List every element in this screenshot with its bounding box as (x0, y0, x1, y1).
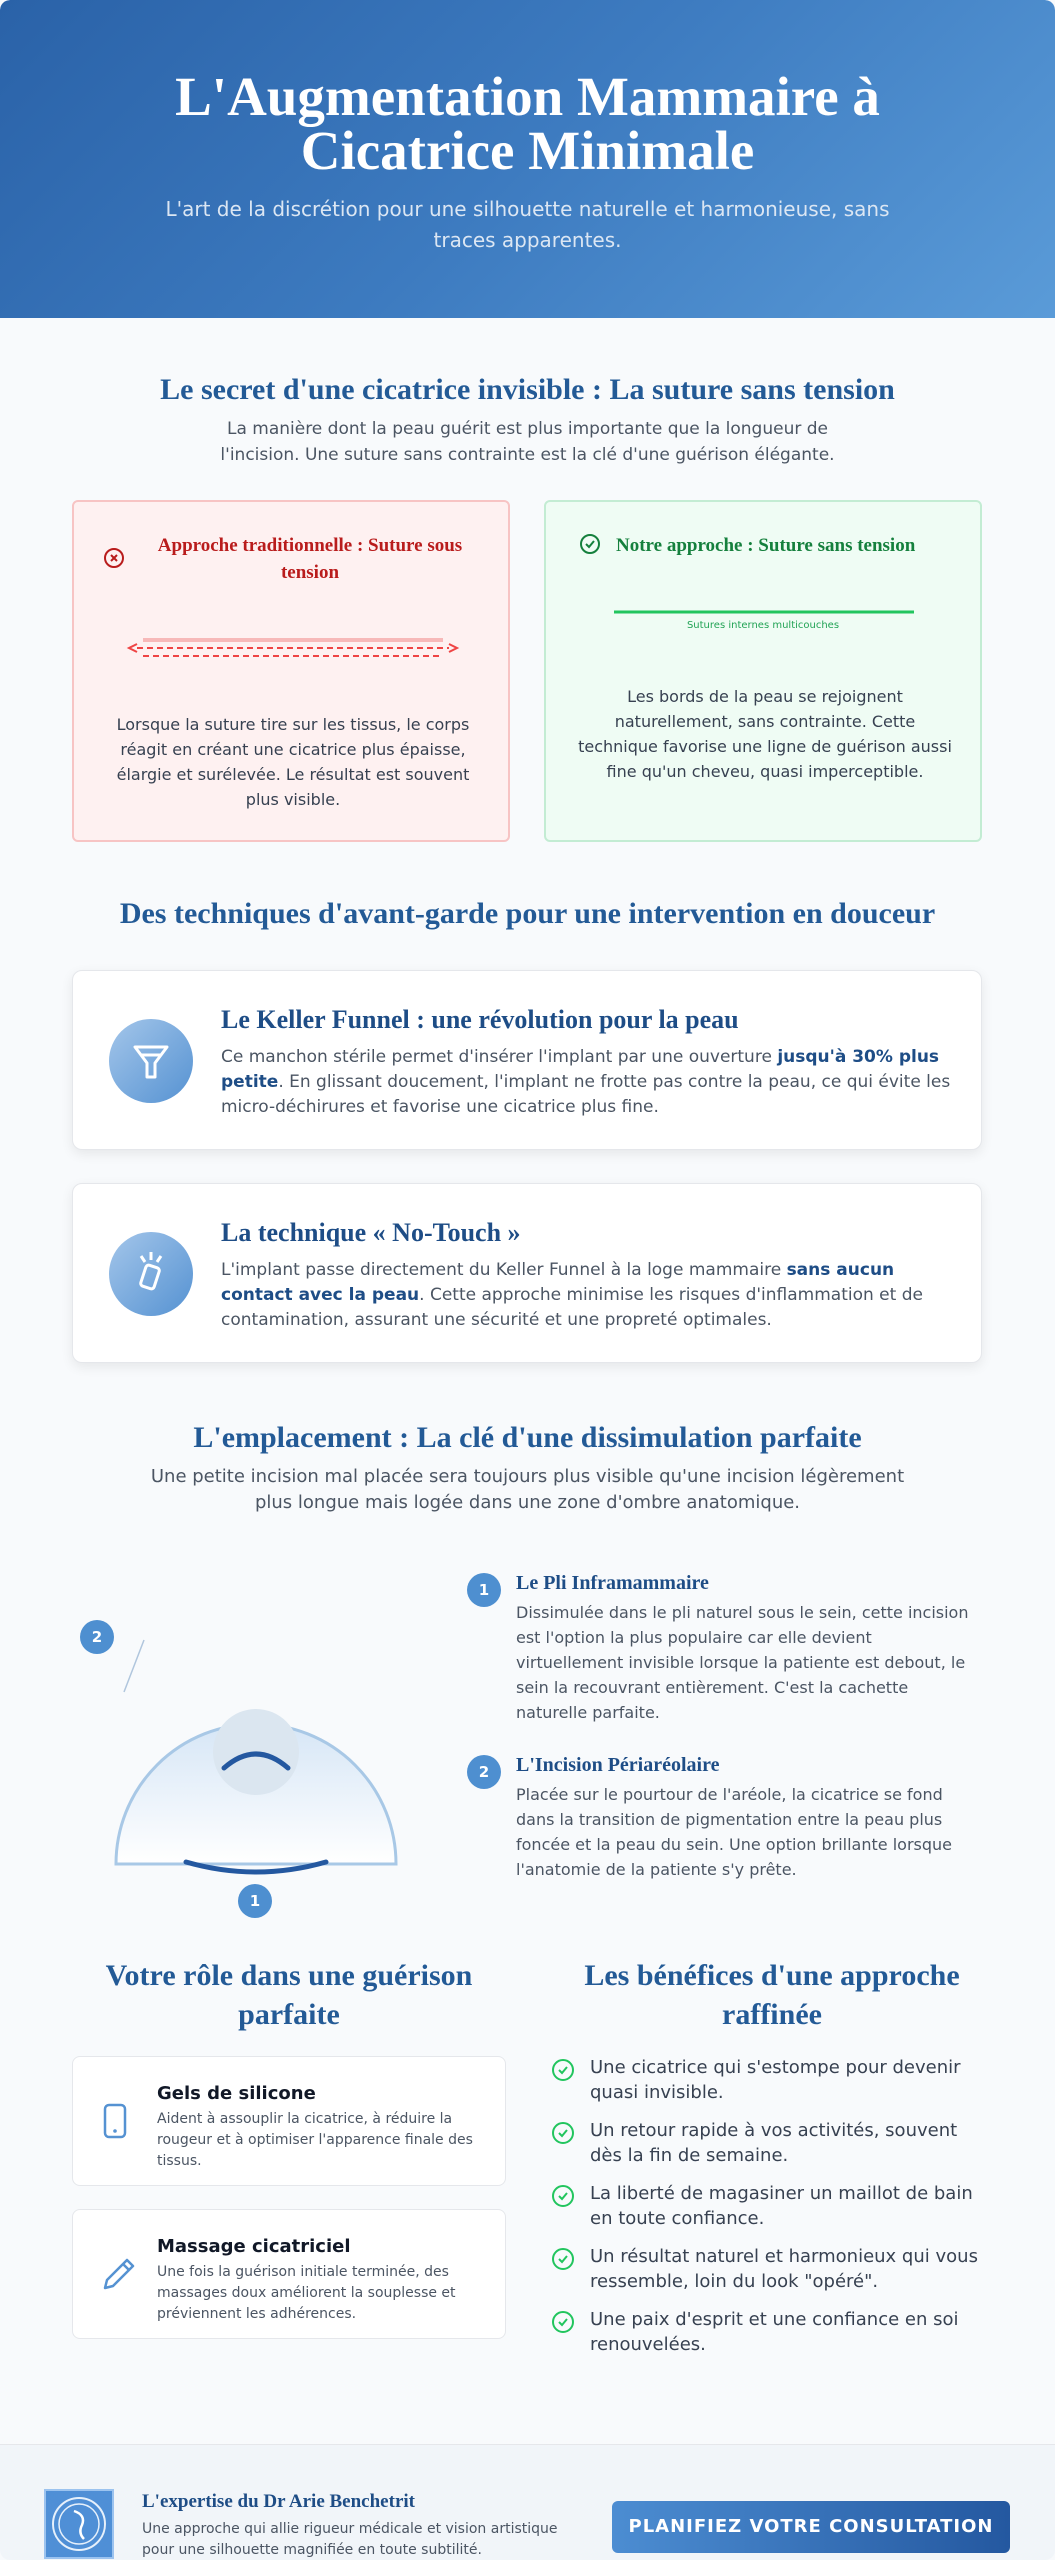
scar-massage-text: Une fois la guérison initiale terminée, des massages doux améliorent la souplesse et préviennent les adhérences. (157, 2264, 456, 2322)
role-section-title: Votre rôle dans une guérison parfaite (105, 1959, 473, 2031)
inframammary-marker: 1 (238, 1884, 272, 1918)
our-approach-title: Notre approche : Suture sans tension (616, 535, 916, 556)
suture-section-subtitle: La manière dont la peau guérit est plus importante que la longueur de l'incision. Une suture sans contrainte est la clé d'une guérison élégante. (220, 419, 835, 465)
suture-section-title: Le secret d'une cicatrice invisible : La suture sans tension (160, 373, 895, 406)
hero-banner (0, 0, 1055, 318)
footer-title: L'expertise du Dr Arie Benchetrit (142, 2491, 415, 2512)
tension-free-suture-diagram (614, 608, 914, 616)
check-circle-icon (552, 2185, 574, 2207)
check-circle-icon (552, 2059, 574, 2081)
benefit-text: Une cicatrice qui s'estompe pour devenir quasi invisible. (590, 2057, 961, 2103)
benefits-section-title: Les bénéfices d'une approche raffinée (584, 1959, 960, 2031)
clinic-logo (44, 2489, 114, 2559)
check-circle-icon (552, 2311, 574, 2333)
suture-diagram-label: Sutures internes multicouches (686, 620, 840, 631)
traditional-approach-card (72, 500, 510, 842)
keller-funnel-card (72, 970, 982, 1150)
suture-comparison (72, 500, 982, 842)
placement-item-1-title: Le Pli Inframammaire (516, 1572, 709, 1594)
placement-item-2-text: Placée sur le pourtour de l'aréole, la cicatrice se fond dans la transition de pigmentation entre la peau plus foncée et la peau du sein. Une option brillante lorsque l'anatomie de la patiente s'y prête. (516, 1785, 952, 1879)
scar-massage-title: Massage cicatriciel (157, 2236, 351, 2257)
tension-suture-diagram (123, 632, 463, 672)
benefit-text: La liberté de magasiner un maillot de bain en toute confiance. (590, 2183, 973, 2229)
scar-massage-card (72, 2209, 506, 2339)
schedule-consultation-button[interactable]: PLANIFIEZ VOTRE CONSULTATION (612, 2501, 1010, 2553)
keller-funnel-text: Ce manchon stérile permet d'insérer l'implant par une ouverture jusqu'à 30% plus petite. En glissant doucement, l'implant ne frotte pas contre la peau, ce qui évite les micro-déchirures et favorise une cicatrice plus fine. (221, 1047, 951, 1117)
hero-subtitle: L'art de la discrétion pour une silhouette naturelle et harmonieuse, sans traces apparentes. (165, 197, 890, 252)
silicone-gel-card (72, 2056, 506, 2186)
traditional-approach-text: Lorsque la suture tire sur les tissus, le corps réagit en créant une cicatrice plus épaisse, élargie et surélevée. Le résultat est souvent plus visible. (116, 715, 470, 809)
benefit-text: Un retour rapide à vos activités, souvent dès la fin de semaine. (590, 2120, 958, 2166)
placement-section-title: L'emplacement : La clé d'une dissimulation parfaite (193, 1421, 862, 1454)
check-circle-icon (552, 2248, 574, 2270)
page-title: L'Augmentation Mammaire à Cicatrice Minimale (175, 66, 880, 181)
traditional-approach-title: Approche traditionnelle : Suture sous tension (157, 535, 463, 583)
placement-section-subtitle: Une petite incision mal placée sera toujours plus visible qu'une incision légèrement plus longue mais logée dans une zone d'ombre anatomique. (150, 1466, 905, 1513)
our-approach-card (544, 500, 982, 842)
benefit-text: Une paix d'esprit et une confiance en soi renouvelées. (590, 2309, 959, 2355)
footer (0, 2444, 1055, 2560)
techniques-section-title: Des techniques d'avant-garde pour une intervention en douceur (119, 897, 936, 930)
no-touch-card (72, 1183, 982, 1363)
no-touch-text: L'implant passe directement du Keller Funnel à la loge mammaire sans aucun contact avec la peau. Cette approche minimise les risques d'inflammation et de contamination, assurant une sécurité et une propreté optimales. (221, 1260, 923, 1330)
footer-text: Une approche qui allie rigueur médicale et vision artistique pour une silhouette magnifiée en toute subtilité. (142, 2521, 558, 2558)
placement-item-1-number: 1 (467, 1573, 501, 1607)
placement-item-2-number: 2 (467, 1755, 501, 1789)
pencil-icon (99, 2254, 139, 2298)
placement-item-2-title: L'Incision Périaréolaire (516, 1754, 720, 1776)
check-circle-icon (580, 534, 600, 554)
benefit-text: Un résultat naturel et harmonieux qui vous ressemble, loin du look "opéré". (590, 2246, 978, 2292)
placement-item-1-text: Dissimulée dans le pli naturel sous le sein, cette incision est l'option la plus populaire car elle devient virtuellement invisible lorsque la patiente est debout, le sein la recouvrant entièrement. C'est la cachette naturelle parfaite. (516, 1603, 969, 1722)
periareolar-marker: 2 (80, 1620, 114, 1654)
close-circle-icon (104, 548, 124, 568)
breast-diagram (72, 1600, 452, 1930)
no-touch-title: La technique « No-Touch » (221, 1218, 521, 1247)
phone-icon (103, 2103, 127, 2143)
silicone-gel-title: Gels de silicone (157, 2083, 316, 2104)
keller-funnel-title: Le Keller Funnel : une révolution pour la peau (221, 1005, 739, 1034)
no-touch-hand-icon (109, 1232, 193, 1316)
funnel-icon (109, 1019, 193, 1103)
check-circle-icon (552, 2122, 574, 2144)
our-approach-text: Les bords de la peau se rejoignent naturellement, sans contrainte. Cette technique favorise une ligne de guérison aussi fine qu'un cheveu, quasi imperceptible. (578, 687, 952, 781)
silicone-gel-text: Aident à assouplir la cicatrice, à réduire la rougeur et à optimiser l'apparence finale des tissus. (157, 2111, 473, 2169)
